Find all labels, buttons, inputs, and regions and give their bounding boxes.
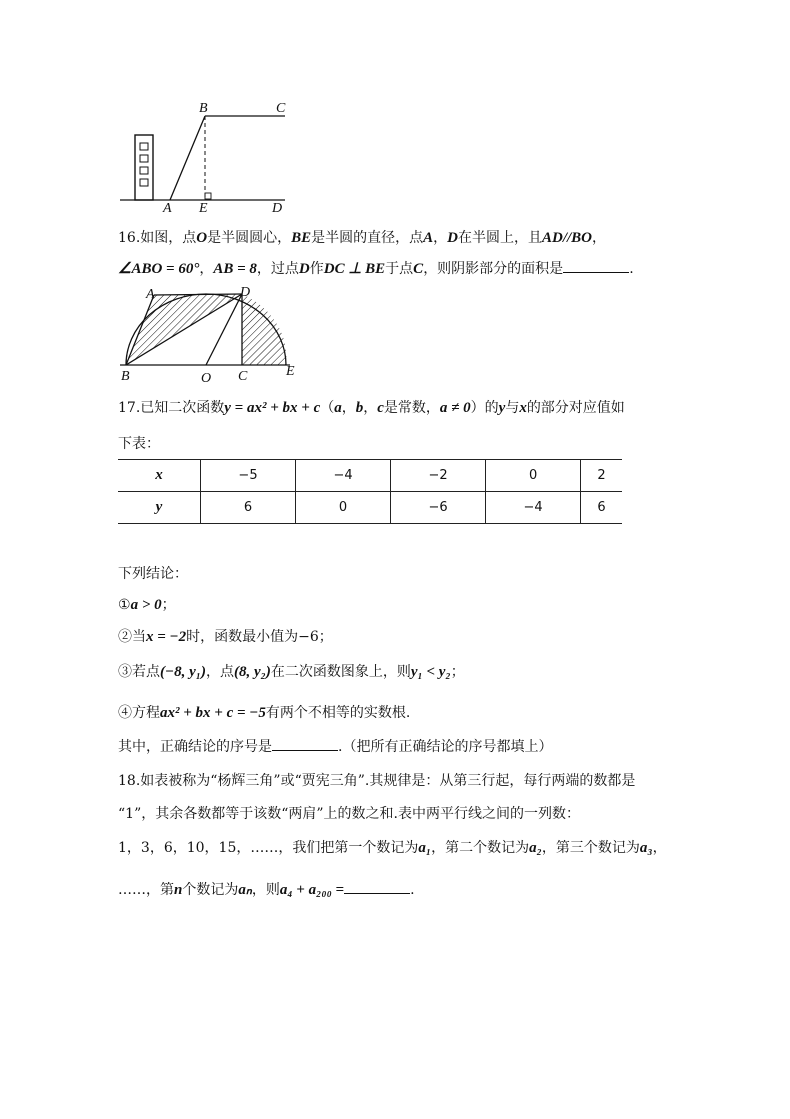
fig16-label-a: A — [146, 287, 155, 302]
building-window — [140, 155, 148, 162]
conclusion-3: ③若点(−8, y₁)，点(8, y₂)在二次函数图象上，则y₁ < y₂； — [118, 664, 465, 680]
q18-line4: ……，第n个数记为aₙ，则a₄ + a₂₀₀ = . — [118, 882, 415, 898]
table-header-x: x — [118, 460, 201, 492]
conclusion-4: ④方程ax² + bx + c = −5有两个不相等的实数根. — [118, 705, 411, 721]
building-window — [140, 143, 148, 150]
fig15-label-d: D — [272, 201, 283, 216]
fig15-label-a: A — [163, 201, 172, 216]
q18-line2: “1”，其余各数都等于该数“两肩”上的数之和.表中两平行线之间的一列数： — [118, 806, 580, 822]
conclusion-1: ①a > 0； — [118, 597, 176, 613]
q18-line3: 1，3，6，10，15，……，我们把第一个数记为a₁，第二个数记为a₂，第三个数记为a₃， — [118, 840, 667, 856]
table-cell: 6 — [201, 492, 296, 524]
table-cell: −4 — [296, 460, 391, 492]
q17-line2: 下表： — [118, 436, 160, 452]
table-cell: −5 — [201, 460, 296, 492]
table-cell: 2 — [581, 460, 622, 492]
answer-blank[interactable] — [563, 260, 629, 273]
fig16-label-e: E — [286, 364, 295, 379]
table-cell: −4 — [486, 492, 581, 524]
table-cell: −6 — [391, 492, 486, 524]
fig15-label-e: E — [199, 201, 208, 216]
fig16-label-c: C — [238, 369, 248, 384]
q18-line1: 18.如表被称为“杨辉三角”或“贾宪三角”.其规律是：从第三行起，每行两端的数都是 — [118, 773, 636, 789]
q16-line2: ∠ABO = 60°，AB = 8，过点D作DC ⊥ BE于点C，则阴影部分的面积是 . — [118, 261, 634, 277]
fig16-label-o: O — [201, 371, 212, 386]
building-ramp-figure — [118, 100, 298, 218]
conclusions-title: 下列结论： — [118, 566, 188, 582]
table-cell: −2 — [391, 460, 486, 492]
q17-line1: 17.已知二次函数y = ax² + bx + c（a，b，c是常数，a ≠ 0）的y与x的部分对应值如 — [118, 400, 625, 416]
q17-answer-line: 其中，正确结论的序号是 .（把所有正确结论的序号都填上） — [118, 739, 553, 755]
value-table — [118, 459, 622, 524]
building-window — [140, 167, 148, 174]
right-angle-mark — [205, 193, 211, 199]
table-header-y: y — [118, 492, 201, 524]
building-window — [140, 179, 148, 186]
fig15-label-c: C — [276, 101, 286, 116]
table-row-x — [118, 460, 622, 492]
table-cell: 0 — [486, 460, 581, 492]
answer-blank[interactable] — [272, 738, 338, 751]
ramp-line-ab — [170, 116, 205, 200]
table-cell: 0 — [296, 492, 391, 524]
fig16-label-d: D — [240, 285, 251, 300]
table-row-y — [118, 492, 622, 524]
conclusion-2: ②当x = −2时，函数最小值为−6； — [118, 629, 333, 645]
answer-blank[interactable] — [344, 881, 410, 894]
table-cell: 6 — [581, 492, 622, 524]
fig15-label-b: B — [199, 101, 208, 116]
fig16-label-b: B — [121, 369, 130, 384]
q16-line1: 16.如图，点O是半圆圆心，BE是半圆的直径，点A，D在半圆上，且AD//BO， — [118, 230, 606, 246]
